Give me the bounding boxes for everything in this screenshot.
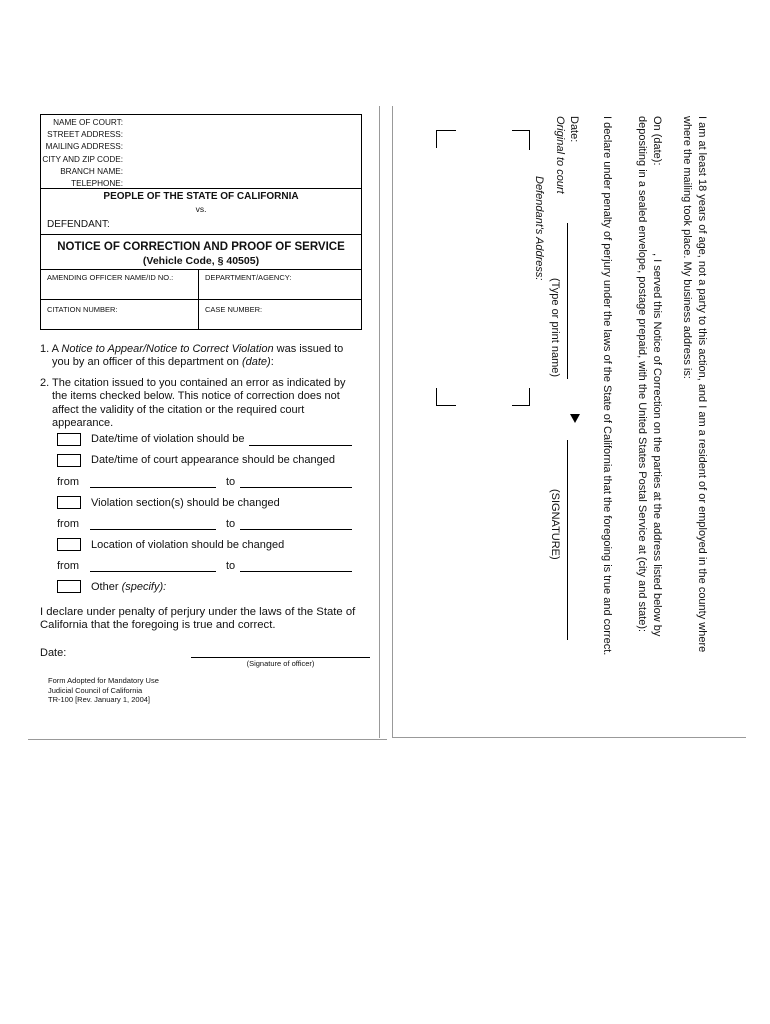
court-appearance-to-field[interactable] bbox=[240, 487, 352, 488]
address-bracket bbox=[436, 130, 456, 148]
violation-section-label: Violation section(s) should be changed bbox=[91, 497, 280, 509]
violation-datetime-label: Date/time of violation should be bbox=[91, 433, 245, 445]
officer-name-label: AMENDING OFFICER NAME/ID NO.: bbox=[47, 273, 174, 282]
form-subtitle: (Vehicle Code, § 40505) bbox=[142, 255, 260, 267]
to-label: to bbox=[226, 560, 236, 572]
violation-section-checkbox[interactable] bbox=[57, 496, 81, 509]
other-label: Other (specify): bbox=[91, 581, 167, 593]
people-heading: PEOPLE OF THE STATE OF CALIFORNIA bbox=[103, 191, 299, 202]
officer-signature-field[interactable] bbox=[191, 657, 370, 658]
officer-signature-caption: (Signature of officer) bbox=[246, 659, 315, 668]
defendant-address-label: Defendant's Address: bbox=[533, 176, 545, 281]
caption-box bbox=[40, 114, 362, 330]
form-title: NOTICE OF CORRECTION AND PROOF OF SERVICE bbox=[57, 241, 345, 253]
address-bracket bbox=[436, 388, 456, 406]
proof-on-date-label: On (date): bbox=[651, 116, 663, 166]
city-zip-label: CITY AND ZIP CODE: bbox=[42, 154, 123, 164]
violation-section-to-field[interactable] bbox=[240, 529, 352, 530]
divider bbox=[41, 234, 361, 235]
proof-age-line-2: where the mailing took place. My business address is: bbox=[681, 116, 693, 379]
to-label: to bbox=[226, 518, 236, 530]
proof-name-field[interactable] bbox=[567, 223, 568, 379]
proof-age-line-1: I am at least 18 years of age, not a party to this action, and I am a resident of or employed in the county where bbox=[696, 116, 708, 653]
department-label: DEPARTMENT/AGENCY: bbox=[205, 273, 292, 282]
from-label: from bbox=[57, 476, 79, 488]
other-checkbox[interactable] bbox=[57, 580, 81, 593]
court-appearance-checkbox[interactable] bbox=[57, 454, 81, 467]
arrow-down-icon bbox=[570, 414, 580, 423]
from-label: from bbox=[57, 560, 79, 572]
from-label: from bbox=[57, 518, 79, 530]
proof-served-text: , I served this Notice of Correction on the parties at the address listed below by bbox=[651, 253, 663, 637]
to-label: to bbox=[226, 476, 236, 488]
court-appearance-label: Date/time of court appearance should be changed bbox=[91, 454, 335, 466]
court-info-labels bbox=[42, 117, 123, 190]
vs-label: vs. bbox=[195, 204, 207, 214]
address-bracket bbox=[512, 130, 530, 150]
case-number-label: CASE NUMBER: bbox=[205, 305, 263, 314]
branch-name-label: BRANCH NAME: bbox=[60, 166, 123, 176]
proof-signature-caption: (SIGNATURE) bbox=[549, 489, 561, 560]
form-footer: Form Adopted for Mandatory Use Judicial Council of California TR-100 [Rev. January 1, 2004] bbox=[48, 676, 159, 705]
divider bbox=[41, 269, 361, 270]
mailing-address-label: MAILING ADDRESS: bbox=[45, 142, 123, 152]
street-address-label: STREET ADDRESS: bbox=[47, 130, 123, 140]
page-bottom-line bbox=[28, 739, 387, 740]
location-checkbox[interactable] bbox=[57, 538, 81, 551]
location-label: Location of violation should be changed bbox=[91, 539, 285, 551]
telephone-label: TELEPHONE: bbox=[71, 179, 123, 189]
proof-type-name-caption: (Type or print name) bbox=[549, 278, 561, 378]
address-bracket bbox=[512, 388, 530, 406]
court-appearance-from-field[interactable] bbox=[90, 487, 216, 488]
violation-datetime-checkbox[interactable] bbox=[57, 433, 81, 446]
defendant-label: DEFENDANT: bbox=[47, 219, 110, 230]
proof-date-label: Date: bbox=[568, 116, 580, 143]
court-name-label: NAME OF COURT: bbox=[53, 118, 123, 127]
item-1-text: 1. A Notice to Appear/Notice to Correct Violation was issued to you by an officer of this department on (date): bbox=[40, 343, 344, 369]
divider bbox=[41, 188, 361, 189]
proof-depositing-text: depositing in a sealed envelope, postage prepaid, with the United States Postal Service at (city and state): bbox=[636, 116, 648, 633]
divider bbox=[41, 299, 361, 300]
violation-section-from-field[interactable] bbox=[90, 529, 216, 530]
violation-datetime-field[interactable] bbox=[249, 445, 352, 446]
original-to-court-label: Original to court bbox=[554, 116, 566, 194]
officer-date-label: Date: bbox=[40, 647, 67, 659]
location-from-field[interactable] bbox=[90, 571, 216, 572]
fold-line bbox=[379, 106, 380, 738]
proof-declaration: I declare under penalty of perjury under the laws of the State of California that the foregoing is true and correct. bbox=[601, 116, 613, 656]
fold-line bbox=[392, 106, 393, 738]
item-2-text: 2. The citation issued to you contained an error as indicated by the items checked below. This notice of correction does not affect the validity of the citation or the required court appearance. bbox=[40, 377, 346, 430]
officer-declaration: I declare under penalty of perjury under the laws of the State of California that the foregoing is true and correct. bbox=[40, 606, 356, 632]
proof-signature-field[interactable] bbox=[567, 440, 568, 640]
location-to-field[interactable] bbox=[240, 571, 352, 572]
citation-number-label: CITATION NUMBER: bbox=[47, 305, 118, 314]
page-bottom-line bbox=[392, 737, 746, 738]
